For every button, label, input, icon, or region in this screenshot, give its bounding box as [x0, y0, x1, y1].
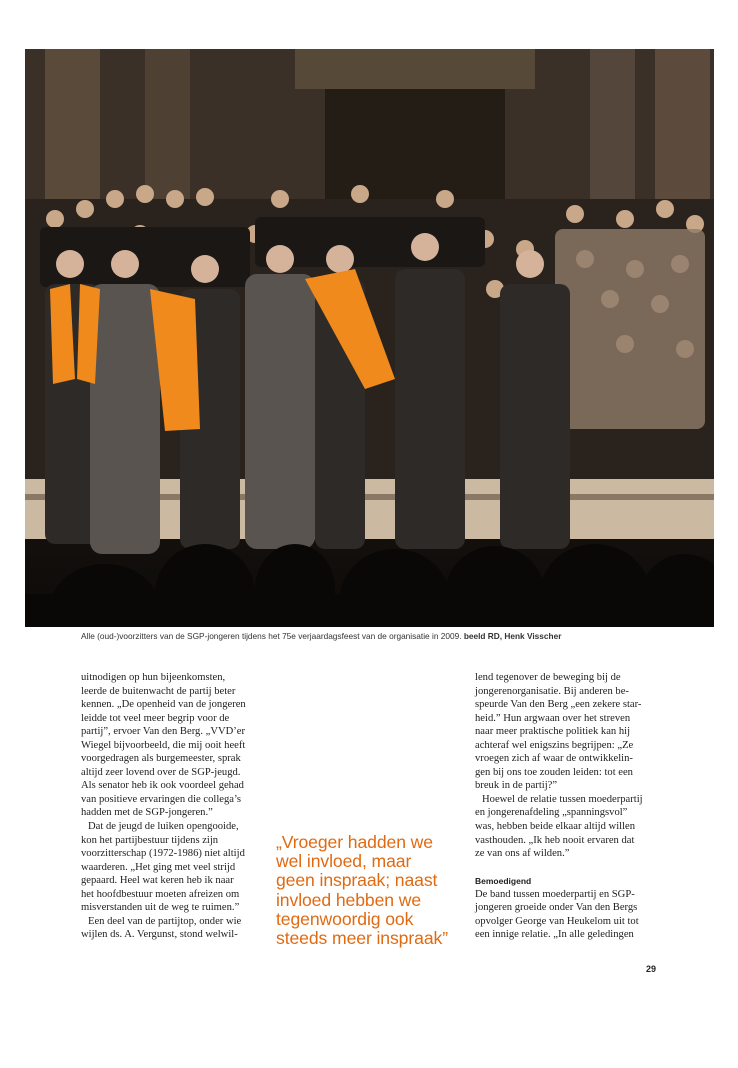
ceremony-photo-image — [25, 49, 714, 627]
paragraph: Een deel van de partijtop, onder wie wijlen ds. A. Vergunst, stond welwil- — [81, 915, 242, 941]
pull-quote: „Vroeger hadden we wel invloed, maar geen inspraak; naast invloed hebben we tegenwoordig ook steeds meer inspraak” — [276, 832, 448, 949]
text-column-right — [475, 671, 665, 942]
section-subheading: Bemoedigend — [475, 875, 532, 886]
photo-credit: beeld RD, Henk Visscher — [463, 631, 562, 641]
text-column-left — [81, 671, 267, 942]
paragraph: Dat de jeugd de luiken opengooide, kon het partijbestuur tijdens zijn voorzitterschap (1972-1986) niet altijd waarderen. „Het ging met veel strijd gepaard. Heel wat keren heb ik naar het hoofdbestuur moeten afreizen om misverstanden uit de weg te ruimen.” — [81, 821, 245, 914]
paragraph: uitnodigen op hun bijeenkomsten, leerde de buitenwacht de partij beter kennen. „De openheid van de jongeren leidde tot veel meer begrip voor de partij”, ervoer Van den Berg. „VVD’er Wiegel bijvoorbeeld, die mij ooit heeft voorgedragen als burgemeester, sprak altijd zeer lovend over de SGP-jeugd. Als senator heb ik ook voordeel gehad van positieve ervaringen die collega’s hadden met de SGP-jongeren.” — [81, 672, 246, 819]
paragraph: De band tussen moederpartij en SGP- jongeren groeide onder Van den Bergs opvolger George van Heukelom uit tot een innige relatie. „In alle geledingen — [475, 888, 639, 941]
photo-caption — [81, 631, 711, 641]
caption-text: Alle (oud-)voorzitters van de SGP-jongeren tijdens het 75e verjaardagsfeest van de organisatie in 2009. — [81, 631, 462, 641]
paragraph: Hoewel de relatie tussen moederpartij en jongerenafdeling „spanningsvol” was, hebben beide elkaar altijd willen vasthouden. „Ik heb nooit ervaren dat ze van ons af wilden.” — [475, 793, 643, 860]
paragraph: lend tegenover de beweging bij de jongerenorganisatie. Bij anderen be- speurde Van den Berg „een zekere star- heid.” Hun argwaan over het streven naar meer praktische politiek kan hij achteraf wel enigszins begrijpen: „Ze vroegen zich af waar de ontwikkelin- gen bij ons toe zouden leiden: tot een breuk in de partij?” — [475, 672, 642, 792]
ceremony-photo — [25, 49, 714, 627]
page-number: 29 — [646, 964, 657, 974]
